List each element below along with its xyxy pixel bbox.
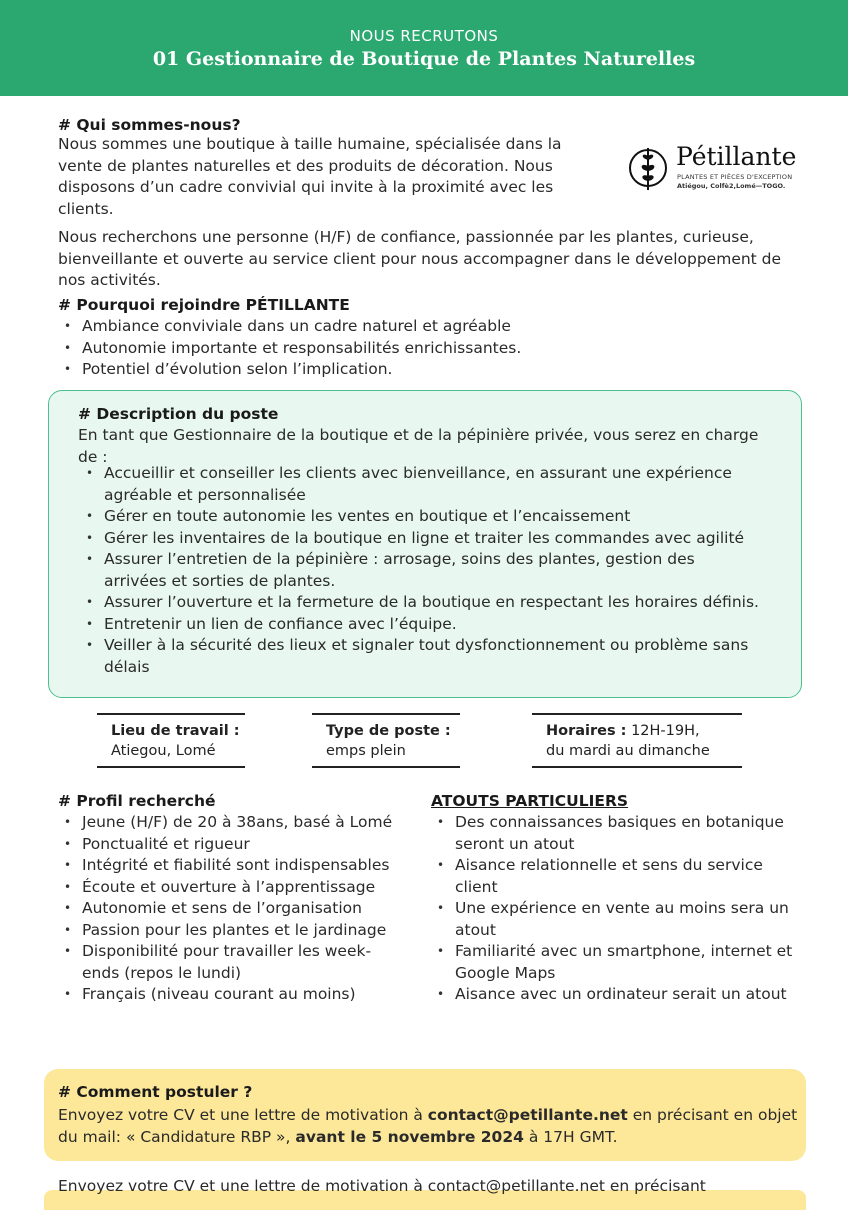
list-item: • Gérer les inventaires de la boutique en ligne et traiter les commandes avec agilité — [82, 528, 762, 550]
info-horaires-label: Horaires : — [546, 723, 627, 739]
info-type-value: emps plein — [326, 743, 406, 759]
list-item: • Assurer l’entretien de la pépinière : arrosage, soins des plantes, gestion des arrivées et sorties de plantes. — [82, 549, 762, 592]
list-item: • Potentiel d’évolution selon l’implication. — [60, 359, 780, 381]
list-item: • Familiarité avec un smartphone, internet et Google Maps — [433, 941, 803, 984]
apply-text — [58, 1105, 798, 1148]
apply-text-part: à 17H GMT. — [523, 1127, 618, 1146]
page-header — [0, 0, 848, 96]
logo-name: Pétillante — [676, 142, 797, 171]
petillante-logo — [628, 140, 808, 196]
cut-off-apply-box — [44, 1177, 806, 1210]
header-subtitle: NOUS RECRUTONS — [349, 27, 499, 45]
info-lieu-value: Atiegou, Lomé — [111, 743, 216, 759]
list-item: • Une expérience en vente au moins sera un atout — [433, 898, 803, 941]
list-item: • Ambiance conviviale dans un cadre naturel et agréable — [60, 316, 780, 338]
about-paragraph-2: Nous recherchons une personne (H/F) de confiance, passionnée par les plantes, curieuse, bienveillante et ouverte au service client pour nous accompagner dans le développement de nos activités. — [58, 228, 782, 289]
logo-location: Atiégou, Colfè2,Lomé—TOGO. — [677, 182, 786, 190]
list-item: • Aisance relationnelle et sens du service client — [433, 855, 803, 898]
list-item: • Assurer l’ouverture et la fermeture de la boutique en respectant les horaires définis. — [82, 592, 762, 614]
info-type-label: Type de poste : — [326, 723, 451, 739]
apply-text-part: en précisant en objet du mail: « Candidature RBP », — [58, 1106, 798, 1146]
description-intro: En tant que Gestionnaire de la boutique et de la pépinière privée, vous serez en charge de : — [78, 426, 759, 466]
list-item: • Aisance avec un ordinateur serait un atout — [433, 984, 803, 1006]
info-type — [312, 713, 460, 768]
logo-tagline: PLANTES ET PIÈCES D'EXCEPTION — [677, 173, 793, 181]
list-item: • Disponibilité pour travailler les week-ends (repos le lundi) — [60, 941, 400, 984]
info-lieu — [97, 713, 245, 768]
list-item: • Accueillir et conseiller les clients avec bienveillance, en assurant une expérience agréable et personnalisée — [82, 463, 762, 506]
list-item: • Autonomie importante et responsabilités enrichissantes. — [60, 338, 780, 360]
apply-email[interactable]: contact@petillante.net — [427, 1106, 628, 1124]
description-heading: # Description du poste — [78, 405, 279, 423]
atouts-heading: ATOUTS PARTICULIERS — [431, 792, 629, 810]
apply-box — [44, 1069, 806, 1161]
description-list — [82, 463, 762, 678]
about-paragraph-1: Nous sommes une boutique à taille humaine, spécialisée dans la vente de plantes naturelles et des produits de décoration. Nous disposons d’un cadre convivial qui invite à la proximité avec les clients. — [58, 135, 562, 218]
profile-list — [60, 812, 400, 1006]
info-horaires-value-2: du mardi au dimanche — [546, 743, 710, 759]
profile-heading: # Profil recherché — [58, 792, 216, 810]
list-item: • Gérer en toute autonomie les ventes en boutique et l’encaissement — [82, 506, 762, 528]
list-item: • Ponctualité et rigueur — [60, 834, 400, 856]
why-heading: # Pourquoi rejoindre PÉTILLANTE — [58, 296, 350, 314]
atouts-list — [433, 812, 803, 1006]
list-item: • Passion pour les plantes et le jardinage — [60, 920, 400, 942]
info-lieu-label: Lieu de travail : — [111, 723, 240, 739]
info-horaires-value-1: 12H-19H, — [631, 723, 700, 739]
cut-off-apply-text: Envoyez votre CV et une lettre de motivation à contact@petillante.net en précisant — [58, 1177, 706, 1195]
apply-heading: # Comment postuler ? — [58, 1083, 253, 1101]
list-item: • Français (niveau courant au moins) — [60, 984, 400, 1006]
list-item: • Écoute et ouverture à l’apprentissage — [60, 877, 400, 899]
list-item: • Entretenir un lien de confiance avec l’équipe. — [82, 614, 762, 636]
list-item: • Jeune (H/F) de 20 à 38ans, basé à Lomé — [60, 812, 400, 834]
info-horaires — [532, 713, 742, 768]
plant-logo-icon — [628, 142, 668, 194]
list-item: • Autonomie et sens de l’organisation — [60, 898, 400, 920]
list-item: • Des connaissances basiques en botanique seront un atout — [433, 812, 803, 855]
about-heading: # Qui sommes-nous? — [58, 116, 241, 134]
apply-deadline: avant le 5 novembre 2024 — [295, 1127, 524, 1146]
header-title: 01 Gestionnaire de Boutique de Plantes Naturelles — [152, 48, 696, 70]
list-item: • Intégrité et fiabilité sont indispensables — [60, 855, 400, 877]
why-list — [60, 316, 780, 381]
apply-text-part: Envoyez votre CV et une lettre de motivation à — [58, 1106, 428, 1124]
list-item: • Veiller à la sécurité des lieux et signaler tout dysfonctionnement ou problème sans délais — [82, 635, 762, 678]
